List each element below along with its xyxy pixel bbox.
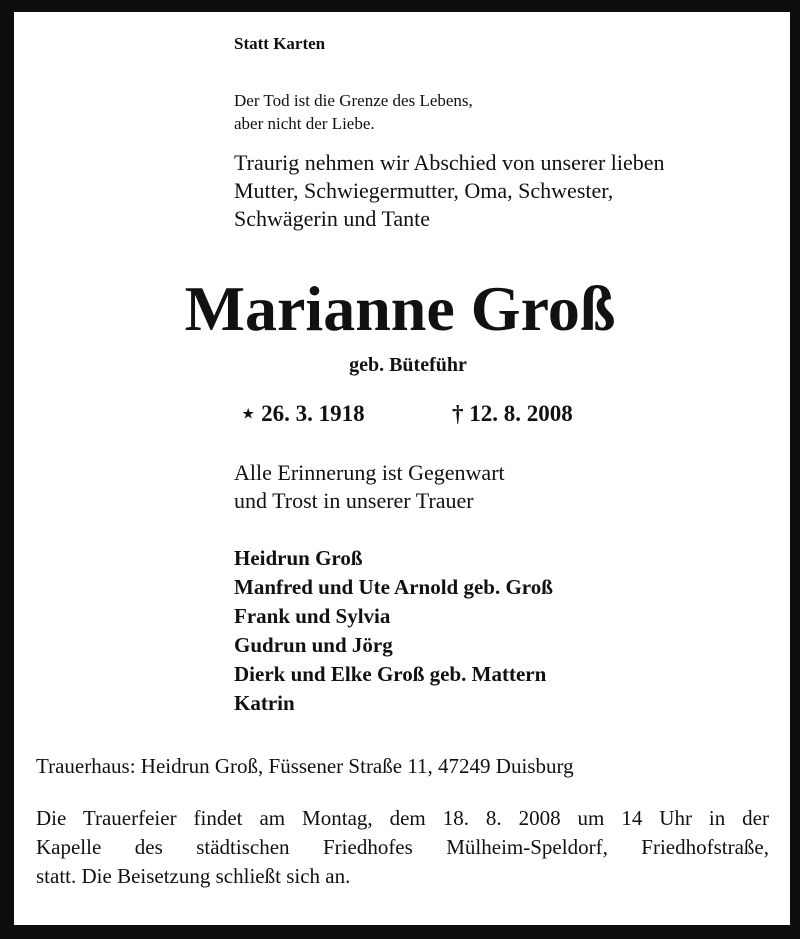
header-statt-karten: Statt Karten [234,34,326,53]
quote-line: aber nicht der Liebe. [234,114,375,133]
mourners-list [234,544,553,718]
comfort-line: und Trost in unserer Trauer [234,488,474,513]
mourner: Heidrun Groß [234,546,363,570]
frame-border-right [790,0,800,939]
intro-line: Traurig nehmen wir Abschied von unserer lieben [234,150,665,175]
opening-quote [234,89,473,135]
mourner: Katrin [234,691,295,715]
frame-border-bottom [0,925,800,939]
quote-line: Der Tod ist die Grenze des Lebens, [234,91,473,110]
deceased-name: Marianne Groß [184,273,616,344]
death-date: † 12. 8. 2008 [452,401,573,426]
mourner: Frank und Sylvia [234,604,391,628]
intro-line: Schwägerin und Tante [234,206,431,231]
mourner: Dierk und Elke Groß geb. Mattern [234,662,547,686]
comfort-line: Alle Erinnerung ist Gegenwart [234,460,505,485]
mourner: Gudrun und Jörg [234,633,393,657]
ceremony-line: Kapelle des städtischen Friedhofes Mülheim-Speldorf, Friedhofstraße, [36,835,769,859]
mourner: Manfred und Ute Arnold geb. Groß [234,575,553,599]
intro-text [234,149,665,233]
maiden-name: geb. Büteführ [349,354,467,376]
ceremony-line: statt. Die Beisetzung schließt sich an. [36,864,351,888]
birth-date: ⋆ 26. 3. 1918 [241,401,365,426]
intro-line: Mutter, Schwiegermutter, Oma, Schwester, [234,178,614,203]
frame-border-top [0,0,800,12]
mourning-house-address: Trauerhaus: Heidrun Groß, Füssener Straße 11, 47249 Duisburg [36,754,574,778]
ceremony-line: Die Trauerfeier findet am Montag, dem 18. 8. 2008 um 14 Uhr in der [36,806,769,830]
frame-border-left [0,0,14,939]
ceremony-info [36,804,769,891]
comfort-text [234,459,505,515]
